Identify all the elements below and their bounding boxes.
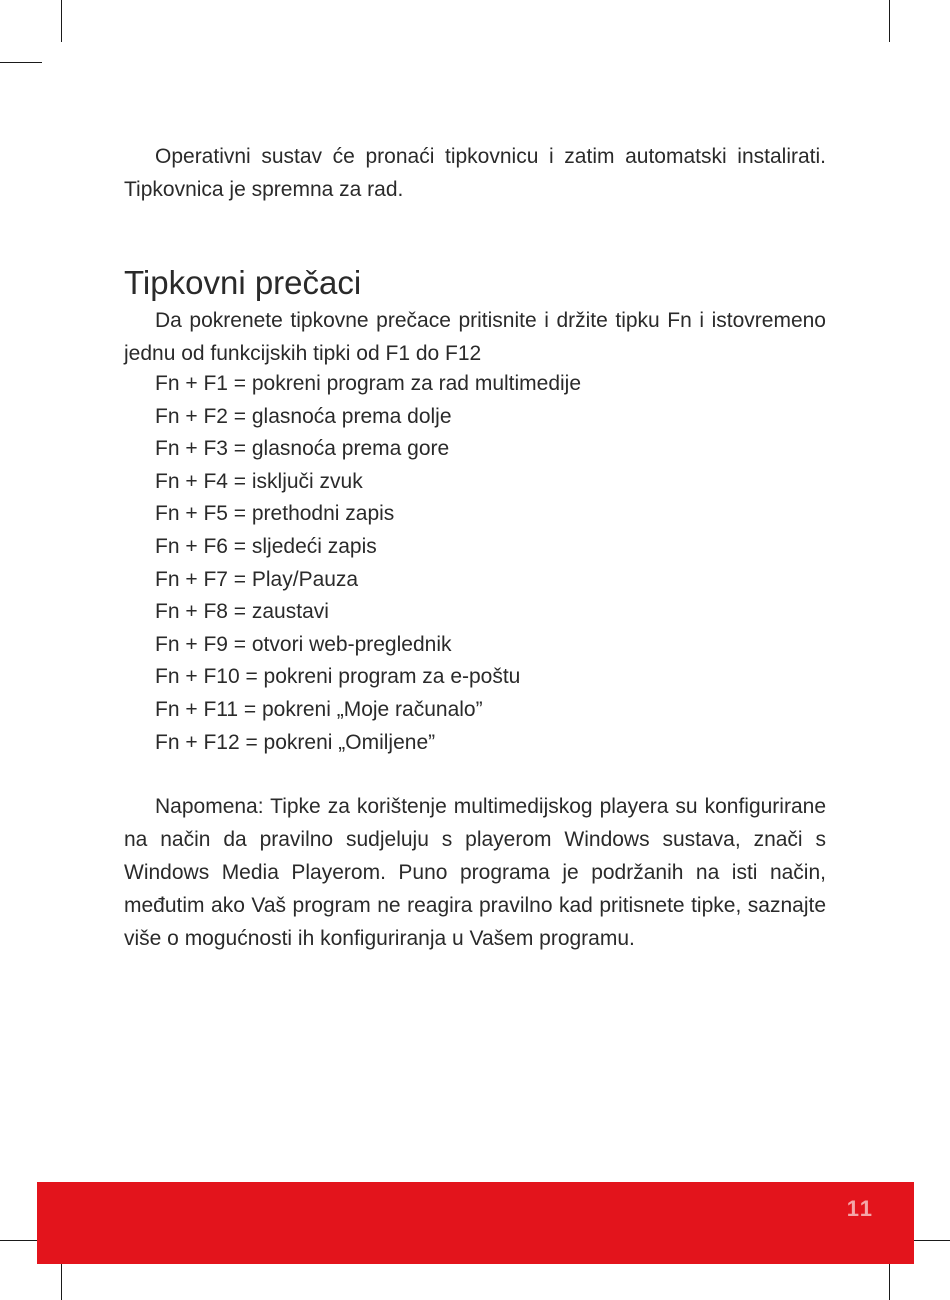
shortcut-item: Fn + F6 = sljedeći zapis [155, 534, 377, 558]
shortcut-item: Fn + F1 = pokreni program za rad multimedije [155, 372, 582, 395]
shortcut-item: Fn + F5 = prethodni zapis [155, 502, 395, 526]
shortcut-item: Fn + F7 = Play/Pauza [155, 567, 359, 591]
section-heading: Tipkovni prečaci [124, 264, 362, 301]
shortcut-item: Fn + F3 = glasnoća prema gore [155, 437, 450, 461]
crop-mark-bottom-right [889, 1258, 890, 1300]
shortcut-list [155, 368, 581, 759]
note-paragraph: Napomena: Tipke za korištenje multimedijskog playera su konfigurirane na način da pravilno sudjeluju s playerom Windows sustava, znači s Windows Media Playerom. Puno programa je podržanih na isti način, međutim ako Vaš program ne reagira pravilno kad pritisnete tipke, saznajte više o mogućnosti ih konfiguriranja u Vašem programu. [124, 795, 826, 950]
shortcut-item: Fn + F9 = otvori web-preglednik [155, 632, 452, 656]
intro-paragraph: Operativni sustav će pronaći tipkovnicu i zatim automatski instalirati. Tipkovnica je spremna za rad. [124, 145, 826, 201]
shortcut-item: Fn + F8 = zaustavi [155, 600, 329, 624]
page-number: 11 [846, 1196, 874, 1221]
section-description: Da pokrenete tipkovne prečace pritisnite i držite tipku Fn i istovremeno jednu od funkcijskih tipki od F1 do F12 [124, 309, 826, 365]
crop-mark-bottom-right [908, 1240, 950, 1241]
crop-mark-top-right [889, 0, 890, 42]
shortcut-item: Fn + F4 = isključi zvuk [155, 469, 363, 493]
shortcut-item: Fn + F2 = glasnoća prema dolje [155, 404, 452, 428]
crop-mark-top-left [61, 0, 62, 42]
crop-mark-bottom-left [61, 1258, 62, 1300]
shortcut-item: Fn + F11 = pokreni „Moje računalo” [155, 697, 483, 721]
footer-bar [37, 1182, 914, 1264]
shortcut-item: Fn + F10 = pokreni program za e-poštu [155, 665, 521, 689]
crop-mark-bottom-left [0, 1240, 42, 1241]
crop-mark-top-left [0, 62, 42, 63]
shortcut-item: Fn + F12 = pokreni „Omiljene” [155, 730, 436, 754]
